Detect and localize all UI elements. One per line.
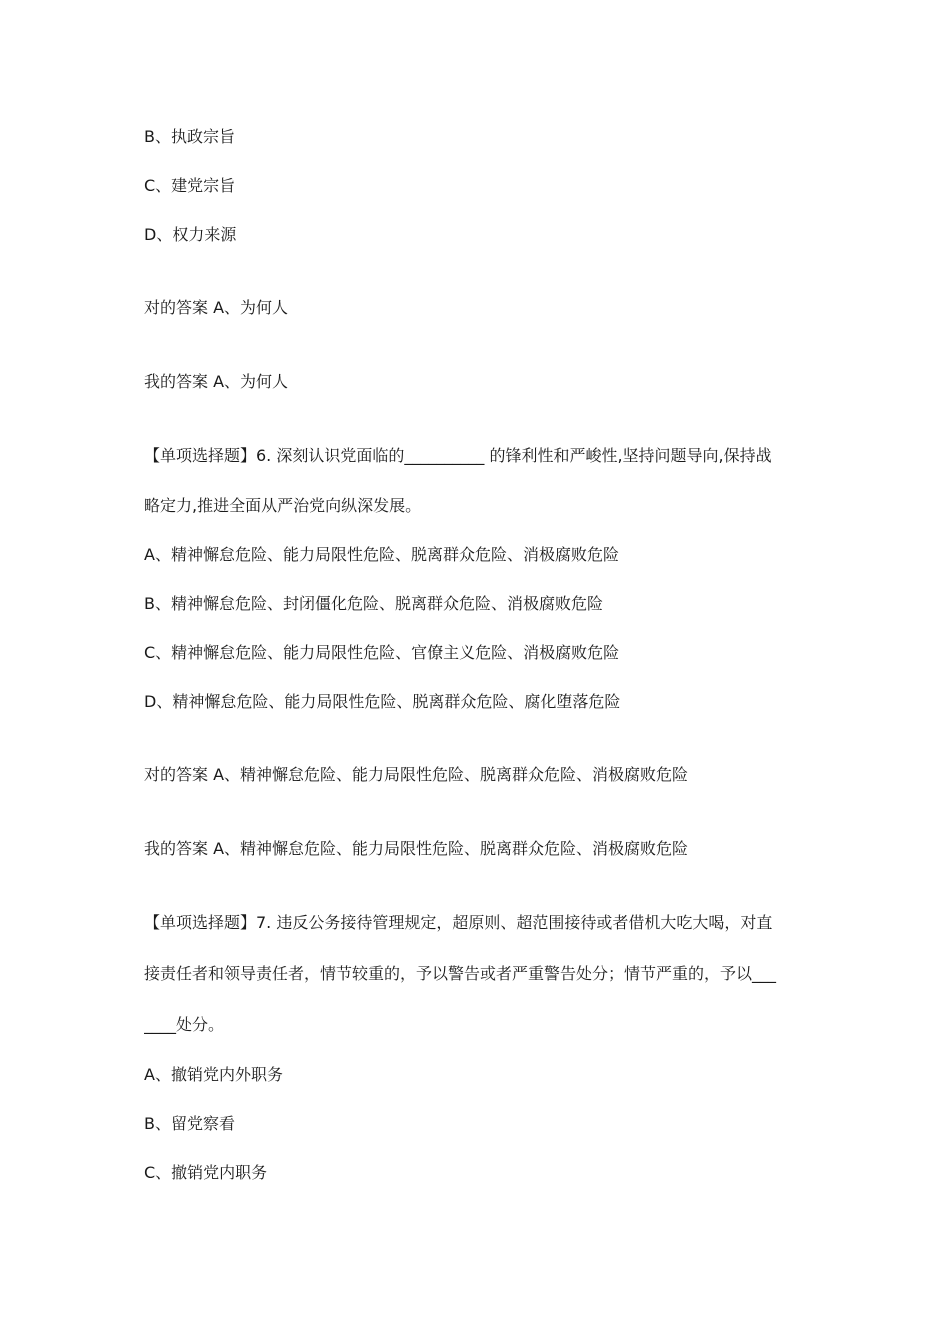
q7-stem-line3: ____处分。 [144, 1015, 225, 1034]
q6-option-a: A、精神懈怠危险、能力局限性危险、脱离群众危险、消极腐败危险 [144, 545, 619, 564]
q7-option-c: C、撤销党内职务 [144, 1163, 268, 1182]
q5-option-b: B、执政宗旨 [144, 127, 235, 146]
q7-option-a: A、撤销党内外职务 [144, 1065, 283, 1084]
q6-option-d: D、精神懈怠危险、能力局限性危险、脱离群众危险、腐化堕落危险 [144, 692, 621, 711]
q5-my-answer: 我的答案 A、为何人 [144, 372, 289, 391]
q5-option-c: C、建党宗旨 [144, 176, 236, 195]
q7-stem-line2: 接责任者和领导责任者，情节较重的，予以警告或者严重警告处分；情节严重的，予以___ [144, 964, 777, 983]
q6-stem-line1: 【单项选择题】6. 深刻认识党面临的__________ 的锋利性和严峻性,坚持问题导向,保持战 [144, 446, 772, 465]
q5-correct-answer: 对的答案 A、为何人 [144, 298, 289, 317]
q6-option-b: B、精神懈怠危险、封闭僵化危险、脱离群众危险、消极腐败危险 [144, 594, 603, 613]
q6-my-answer: 我的答案 A、精神懈怠危险、能力局限性危险、脱离群众危险、消极腐败危险 [144, 839, 689, 858]
q6-correct-answer: 对的答案 A、精神懈怠危险、能力局限性危险、脱离群众危险、消极腐败危险 [144, 765, 689, 784]
q6-option-c: C、精神懈怠危险、能力局限性危险、官僚主义危险、消极腐败危险 [144, 643, 620, 662]
q5-option-d: D、权力来源 [144, 225, 237, 244]
q7-stem-line1: 【单项选择题】7. 违反公务接待管理规定，超原则、超范围接待或者借机大吃大喝，对直 [144, 913, 773, 932]
q7-option-b: B、留党察看 [144, 1114, 235, 1133]
q6-stem-line2: 略定力,推进全面从严治党向纵深发展。 [144, 496, 422, 515]
